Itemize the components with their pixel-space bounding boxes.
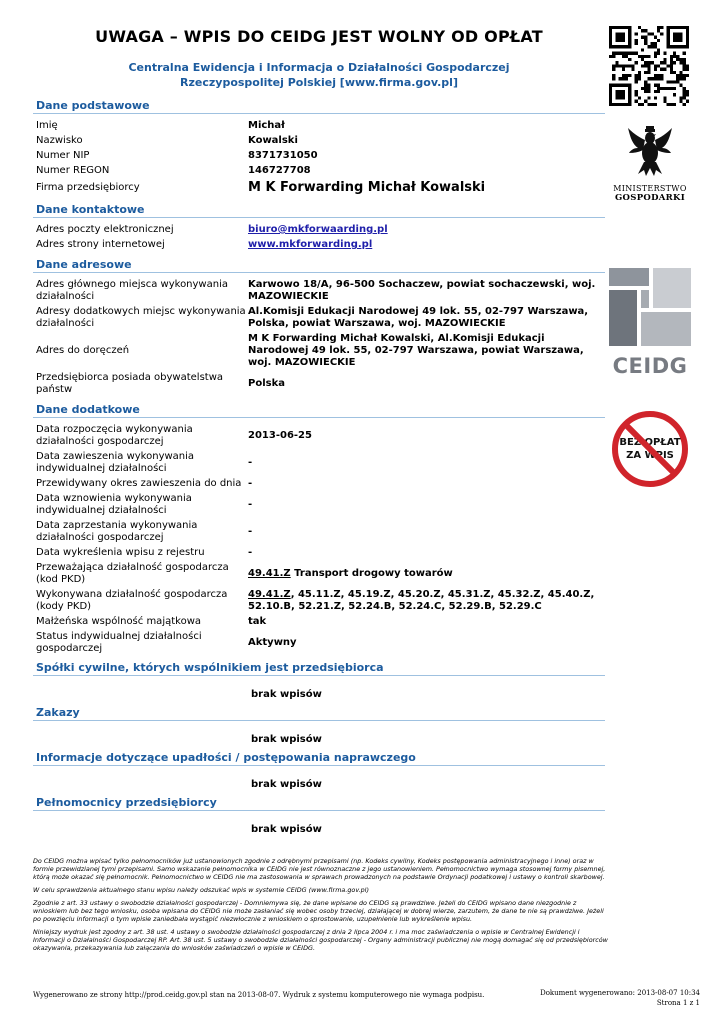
ministry-logo — [609, 126, 691, 203]
field-first-name — [33, 120, 605, 132]
field-label: Adresy dodatkowych miejsc wykonywania działalności — [36, 306, 246, 329]
section-address-heading: Dane adresowe — [33, 258, 605, 273]
field-label: Adres głównego miejsca wykonywania działalności — [36, 279, 228, 302]
field-value: - — [248, 526, 253, 537]
field-main-pkd — [33, 562, 605, 586]
section-extra-heading: Dane dodatkowe — [33, 403, 605, 418]
field-value: - — [248, 457, 253, 468]
field-label: Małżeńska wspólność majątkowa — [36, 616, 201, 627]
page-subtitle — [33, 60, 605, 90]
field-value: tak — [248, 616, 267, 627]
footer-page-number: Strona 1 z 1 — [656, 999, 700, 1007]
section-address — [33, 273, 605, 396]
field-label: Wykonywana działalność gospodarcza (kody PKD) — [36, 589, 228, 612]
partnerships-value: brak wpisów — [251, 689, 322, 700]
email-link[interactable]: biuro@mkforwaarding.pl — [248, 224, 388, 235]
bankruptcy-value: brak wpisów — [251, 779, 322, 790]
field-value: 8371731050 — [248, 150, 318, 161]
note-art-33: Zgodnie z art. 33 ustawy o swobodzie działalności gospodarczej - Domniemywa się, że dane wpisane do CEIDG są prawdziwe. Jeżeli do CEIDG wpisano dane niezgodnie z wnioskiem lub bez tego wniosku, osoba wpisana do CEIDG nie może zasłaniać się wobec osoby trzeciej, działającej w dobrej wierze, zarzutem, że dane te nie są prawdziwe. Jeżeli po powzięciu informacji o tym wpisie zaniedbała wystąpić niezwłocznie z wnioskiem o sprostowanie, uzupełnienie lub wykreślenie wpisu. — [33, 899, 604, 923]
field-label: Adres do doręczeń — [36, 345, 130, 356]
field-value: Kowalski — [248, 135, 298, 146]
field-label: Status indywidualnej działalności gospodarczej — [36, 631, 202, 654]
field-label: Adres strony internetowej — [36, 239, 165, 250]
field-label: Nazwisko — [36, 135, 83, 146]
field-value: Al.Komisji Edukacji Narodowej 49 lok. 55, 02-797 Warszawa, Polska, powiat Warszawa, woj. MAZOWIECKIE — [248, 306, 589, 329]
document-body — [33, 22, 605, 839]
note-proxies: Do CEIDG można wpisać tylko pełnomocników już ustanowionych zgodnie z odrębnymi przepisami (np. Kodeks cywilny, Kodeks postępowania administracyjnego i inne) oraz w formie przewidzianej tymi przepisami. Samo wskazanie pełnomocnika w CEIDG nie jest równoznaczne z jego ustanowieniem. Pełnomocnictwo wymaga stosownej formy pisemnej, którą może okazać się pełnomocnik. Pełnomocnictwo w CEIDG nie ma zastosowania w sprawach prowadzonych na podstawie Ordynacji podatkowej i ustawy o kontroli skarbowej. — [33, 857, 606, 881]
ministry-name — [609, 184, 691, 203]
field-end-date — [33, 520, 605, 544]
section-basic — [33, 114, 605, 196]
field-value: Karwowo 18/A, 96-500 Sochaczew, powiat sochaczewski, woj. MAZOWIECKIE — [248, 279, 596, 302]
field-value: M K Forwarding Michał Kowalski — [248, 180, 486, 195]
field-label: Data zaprzestania wykonywania działalności gospodarczej — [36, 520, 198, 543]
field-additional-address — [33, 306, 605, 330]
field-value: M K Forwarding Michał Kowalski, Al.Komisji Edukacji Narodowej 49 lok. 55, 02-797 Warszawa, powiat Warszawa, woj. MAZOWIECKIE — [248, 333, 584, 368]
field-value: - — [248, 499, 253, 510]
field-regon — [33, 165, 605, 177]
section-contact — [33, 218, 605, 251]
ministry-line-2: GOSPODARKI — [615, 193, 685, 203]
field-label: Data wykreślenia wpisu z rejestru — [36, 547, 205, 558]
field-marital — [33, 616, 605, 628]
field-pkd-codes — [33, 589, 605, 613]
section-bans-heading: Zakazy — [33, 706, 605, 721]
field-value: Polska — [248, 378, 285, 389]
field-value: 2013-06-25 — [248, 430, 312, 441]
field-label: Firma przedsiębiorcy — [36, 182, 140, 193]
field-www — [33, 239, 605, 251]
legal-notes — [33, 857, 611, 957]
field-value: - — [248, 547, 253, 558]
note-art-38: Niniejszy wydruk jest zgodny z art. 38 ust. 4 ustawy o swobodzie działalności gospodarczej z dnia 2 lipca 2004 r. i ma moc zaświadczenia o wpisie w Centralnej Ewidencji i Informacji o Działalności Gospodarczej RP. Art. 38 ust. 5 ustawy o swobodzie działalności gospodarczej - Organy administracji publicznej nie mogą domagać się od przedsiębiorców okazywania, przekazywania lub załączania do wniosków zaświadczeń o wpisie w CEIDG. — [33, 928, 608, 952]
field-company — [33, 180, 605, 196]
field-delivery-address — [33, 333, 605, 369]
nofee-line-2: ZA WPIS — [626, 450, 674, 461]
qr-code-icon — [609, 26, 691, 110]
page-title: UWAGA – WPIS DO CEIDG JEST WOLNY OD OPŁAT — [95, 27, 543, 46]
field-delete-date — [33, 547, 605, 559]
ministry-line-1: MINISTERSTWO — [613, 184, 687, 193]
eagle-emblem-icon — [628, 126, 672, 178]
field-label: Przeważająca działalność gospodarcza (kod PKD) — [36, 562, 229, 585]
section-bankruptcy-heading: Informacje dotyczące upadłości / postępowania naprawczego — [33, 751, 605, 766]
section-extra — [33, 418, 605, 655]
field-value: - — [248, 478, 253, 489]
field-email — [33, 224, 605, 236]
footer-source: Wygenerowano ze strony http://prod.ceidg.gov.pl stan na 2013-08-07. Wydruk z systemu komputerowego nie wymaga podpisu. — [33, 991, 485, 999]
field-nip — [33, 150, 605, 162]
field-label: Przewidywany okres zawieszenia do dnia — [36, 478, 242, 489]
pkd-codes-list: , 45.11.Z, 45.19.Z, 45.20.Z, 45.31.Z, 45.32.Z, 45.40.Z, 52.10.B, 52.21.Z, 52.24.B, 52.24.C, 52.29.B, 52.29.C — [248, 589, 595, 612]
pkd-code-link[interactable]: 49.41.Z — [248, 589, 291, 600]
field-main-address — [33, 279, 605, 303]
ceidg-logo-icon — [609, 268, 691, 346]
field-label: Przedsiębiorca posiada obywatelstwa państw — [36, 372, 224, 395]
ceidg-logo — [609, 268, 691, 378]
field-label: Imię — [36, 120, 58, 131]
field-start-date — [33, 424, 605, 448]
ceidg-wordmark: CEIDG — [612, 354, 688, 378]
field-resume-date — [33, 493, 605, 517]
section-contact-heading: Dane kontaktowe — [33, 203, 605, 218]
main-pkd-description: Transport drogowy towarów — [290, 568, 453, 579]
field-label: Adres poczty elektronicznej — [36, 224, 174, 235]
nofee-line-1: BEZ OPŁAT — [619, 437, 681, 448]
section-proxies-heading: Pełnomocnicy przedsiębiorcy — [33, 796, 605, 811]
field-last-name — [33, 135, 605, 147]
field-label: Data rozpoczęcia wykonywania działalności gospodarczej — [36, 424, 193, 447]
field-suspend-date — [33, 451, 605, 475]
field-label: Data wznowienia wykonywania indywidualnej działalności — [36, 493, 192, 516]
field-value: Michał — [248, 120, 285, 131]
field-citizenship — [33, 372, 605, 396]
field-label: Numer REGON — [36, 165, 110, 176]
field-value: Aktywny — [248, 637, 297, 648]
subtitle-line-1: Centralna Ewidencja i Informacja o Działalności Gospodarczej — [128, 61, 510, 74]
website-link[interactable]: www.mkforwarding.pl — [248, 239, 373, 250]
subtitle-line-2: Rzeczypospolitej Polskiej [www.firma.gov.pl] — [180, 76, 458, 89]
no-fee-sign-icon — [609, 408, 691, 494]
proxies-value: brak wpisów — [251, 824, 322, 835]
footer-meta — [540, 988, 700, 1008]
note-check-status: W celu sprawdzenia aktualnego stanu wpisu należy odszukać wpis w systemie CEIDG (www.firma.gov.pl) — [33, 886, 369, 894]
bans-value: brak wpisów — [251, 734, 322, 745]
section-partnerships-heading: Spółki cywilne, których wspólnikiem jest przedsiębiorca — [33, 661, 605, 676]
field-label: Data zawieszenia wykonywania indywidualnej działalności — [36, 451, 195, 474]
field-suspend-period — [33, 478, 605, 490]
section-basic-heading: Dane podstawowe — [33, 99, 605, 114]
field-label: Numer NIP — [36, 150, 90, 161]
footer-generated: Dokument wygenerowano: 2013-08-07 10:34 — [540, 989, 700, 997]
main-pkd-code-link[interactable]: 49.41.Z — [248, 568, 291, 579]
field-status — [33, 631, 605, 655]
field-value: 146727708 — [248, 165, 311, 176]
